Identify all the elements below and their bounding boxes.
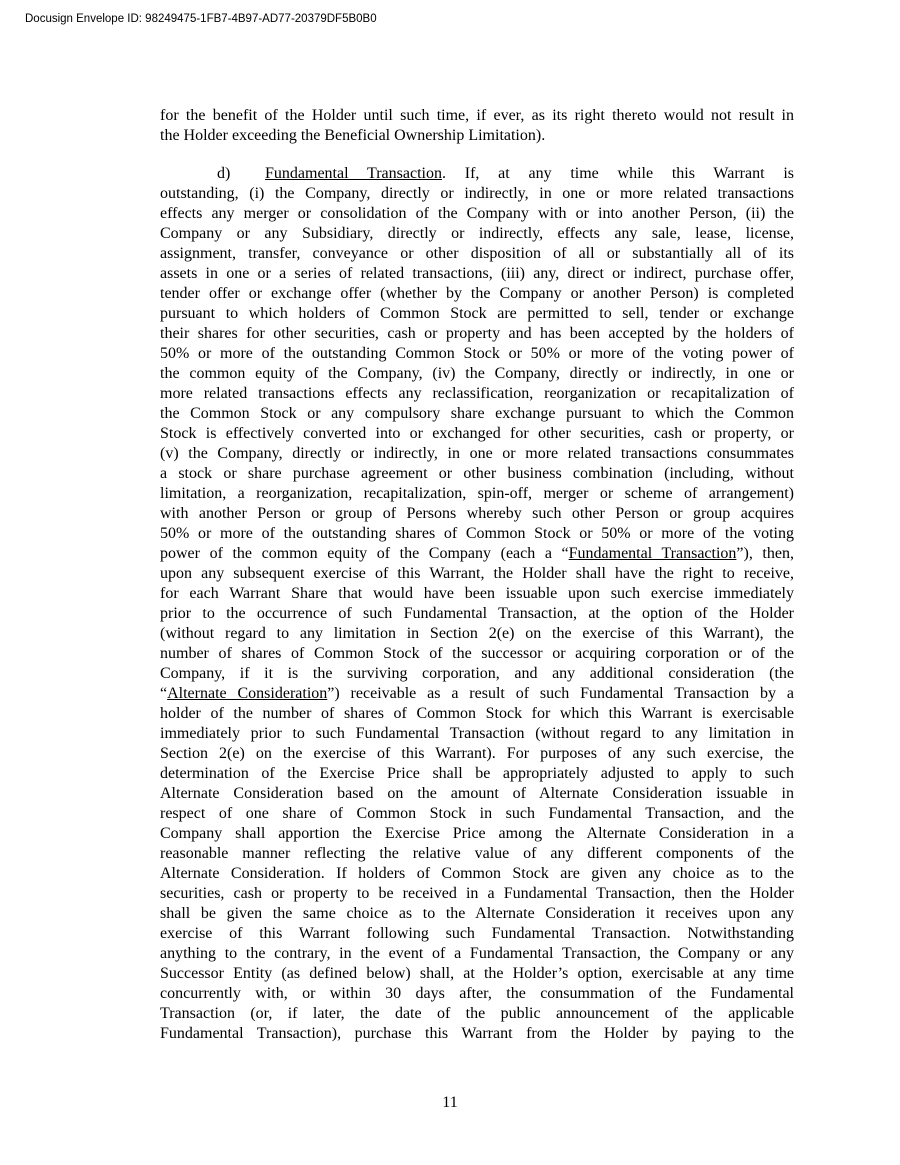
text-line: assets in one or a series of related transactions, (iii) any, direct or indirect, purchase offer, [160,265,794,282]
text-line: Section 2(e) on the exercise of this Warrant). For purposes of any such exercise, the [160,745,794,762]
text-line: the Holder exceeding the Beneficial Ownership Limitation). [160,127,546,144]
text-line: prior to the occurrence of such Fundamental Transaction, at the option of the Holder [160,605,794,622]
defined-term: Fundamental Transaction [265,165,442,182]
text-line: “Alternate Consideration”) receivable as a result of such Fundamental Transaction by a [160,685,794,702]
text-line: Company or any Subsidiary, directly or indirectly, effects any sale, lease, license, [160,225,794,242]
text-line: Company, if it is the surviving corporation, and any additional consideration (the [160,665,794,682]
text-line: more related transactions effects any reclassification, reorganization or recapitalization of [160,385,794,402]
text-line: 50% or more of the outstanding shares of Common Stock or 50% or more of the voting [160,525,794,542]
text-line: respect of one share of Common Stock in such Fundamental Transaction, and the [160,805,794,822]
defined-term: Fundamental Transaction [568,545,737,562]
text-line: tender offer or exchange offer (whether by the Company or another Person) is completed [160,285,794,302]
text-line: shall be given the same choice as to the Alternate Consideration it receives upon any [160,905,794,922]
text-line: assignment, transfer, conveyance or other disposition of all or substantially all of its [160,245,794,262]
text-line: immediately prior to such Fundamental Transaction (without regard to any limitation in [160,725,794,742]
text-line: (without regard to any limitation in Section 2(e) on the exercise of this Warrant), the [160,625,794,642]
text-line: number of shares of Common Stock of the successor or acquiring corporation or of the [160,645,794,662]
text-line: Alternate Consideration. If holders of Common Stock are given any choice as to the [160,865,794,882]
text-line: their shares for other securities, cash or property and has been accepted by the holders of [160,325,794,342]
text-line: Alternate Consideration based on the amount of Alternate Consideration issuable in [160,785,794,802]
document-body [160,106,794,1062]
text-line: Company shall apportion the Exercise Price among the Alternate Consideration in a [160,825,794,842]
text-line: power of the common equity of the Company (each a “Fundamental Transaction”), then, [160,545,794,562]
docusign-envelope-id: Docusign Envelope ID: 98249475-1FB7-4B97-AD77-20379DF5B0B0 [25,13,377,25]
page-number: 11 [442,1094,458,1111]
section-label: d) [217,165,231,182]
text-line: reasonable manner reflecting the relative value of any different components of the [160,845,794,862]
paragraph [160,164,794,1044]
text-line: limitation, a reorganization, recapitalization, spin-off, merger or scheme of arrangement) [160,485,794,502]
text-line: exercise of this Warrant following such Fundamental Transaction. Notwithstanding [160,925,794,942]
text-line: effects any merger or consolidation of the Company with or into another Person, (ii) the [160,205,794,222]
text-line: determination of the Exercise Price shall be appropriately adjusted to apply to such [160,765,794,782]
text-line: concurrently with, or within 30 days after, the consummation of the Fundamental [160,985,794,1002]
text-line: Transaction (or, if later, the date of the public announcement of the applicable [160,1005,794,1022]
text-line: pursuant to which holders of Common Stock are permitted to sell, tender or exchange [160,305,794,322]
text-line: Fundamental Transaction), purchase this Warrant from the Holder by paying to the [160,1025,794,1042]
text-line: holder of the number of shares of Common Stock for which this Warrant is exercisable [160,705,794,722]
text-line: the Common Stock or any compulsory share exchange pursuant to which the Common [160,405,794,422]
text-line: for the benefit of the Holder until such time, if ever, as its right thereto would not result in [160,107,794,124]
text-line: (v) the Company, directly or indirectly, in one or more related transactions consummates [160,445,794,462]
text-line: the common equity of the Company, (iv) the Company, directly or indirectly, in one or [160,365,794,382]
defined-term: Alternate Consideration [167,685,328,702]
text-line: upon any subsequent exercise of this Warrant, the Holder shall have the right to receive, [160,565,794,582]
text-line: 50% or more of the outstanding Common Stock or 50% or more of the voting power of [160,345,794,362]
text-line: a stock or share purchase agreement or other business combination (including, without [160,465,794,482]
text-line: Stock is effectively converted into or exchanged for other securities, cash or property, or [160,425,794,442]
text-line: with another Person or group of Persons whereby such other Person or group acquires [160,505,794,522]
text-line: for each Warrant Share that would have been issuable upon such exercise immediately [160,585,794,602]
text-line: securities, cash or property to be received in a Fundamental Transaction, then the Holder [160,885,794,902]
text-line: Successor Entity (as defined below) shall, at the Holder’s option, exercisable at any time [160,965,794,982]
text-line: anything to the contrary, in the event of a Fundamental Transaction, the Company or any [160,945,794,962]
text-line: d) Fundamental Transaction. If, at any time while this Warrant is [217,165,794,182]
text-line: outstanding, (i) the Company, directly or indirectly, in one or more related transactions [160,185,794,202]
paragraph [160,106,794,146]
